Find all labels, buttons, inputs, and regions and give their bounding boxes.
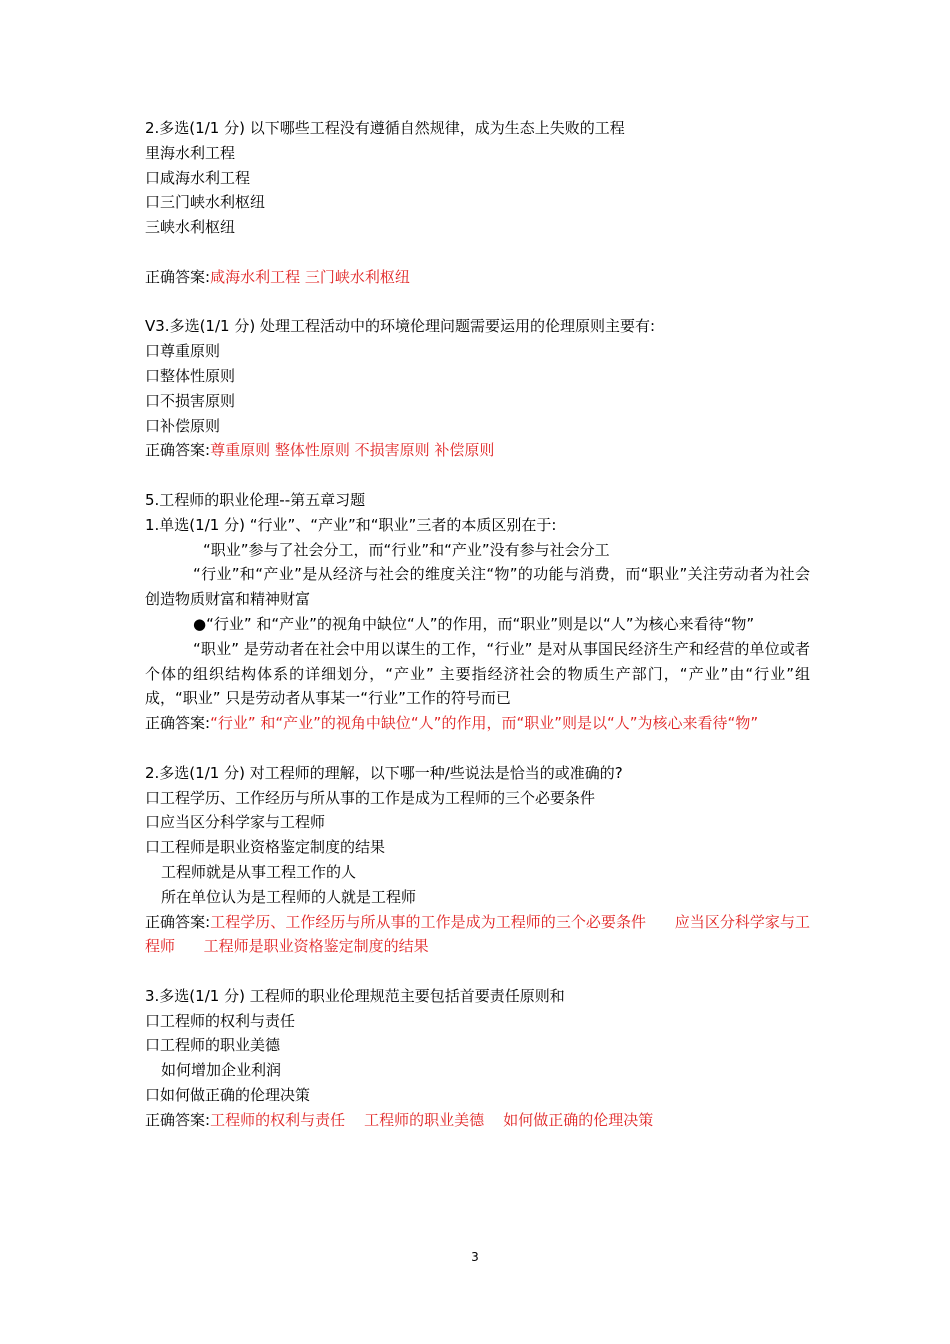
document-page xyxy=(145,116,810,1133)
option: 口不损害原则 xyxy=(145,391,236,410)
option: 口三门峡水利枢纽 xyxy=(145,193,266,212)
option: 口工程师的职业美德 xyxy=(145,1036,281,1055)
answer-label: 正确答案: xyxy=(145,912,211,931)
option: 口咸海水利工程 xyxy=(145,168,251,187)
option: 口应当区分科学家与工程师 xyxy=(145,813,326,832)
answer-text: 尊重原则 整体性原则 不损害原则 补偿原则 xyxy=(210,441,495,460)
correct-answer xyxy=(145,711,810,736)
option: 口整体性原则 xyxy=(145,366,236,385)
option: 如何增加企业利润 xyxy=(161,1061,282,1080)
page-number: 3 xyxy=(471,1250,479,1264)
correct-answer xyxy=(145,910,810,960)
option: 口工程师是职业资格鉴定制度的结果 xyxy=(145,838,386,857)
answer-text: 工程师的权利与责任 工程师的职业美德 如何做正确的伦理决策 xyxy=(210,1110,654,1129)
option: “职业”参与了社会分工，而“行业”和“产业”没有参与社会分工 xyxy=(203,540,610,559)
option: 口工程师的权利与责任 xyxy=(145,1011,296,1030)
option: 口尊重原则 xyxy=(145,342,221,361)
option: 口工程学历、工作经历与所从事的工作是成为工程师的三个必要条件 xyxy=(145,788,596,807)
option: 里海水利工程 xyxy=(145,143,236,162)
question-title: 1.单选(1/1 分) “行业”、“产业”和“职业”三者的本质区别在于: xyxy=(145,515,557,534)
option: “行业”和“产业”是从经济与社会的维度关注“物”的功能与消费，而“职业”关注劳动者为社会创造物质财富和精神财富 xyxy=(145,565,810,609)
correct-answer xyxy=(145,438,810,463)
correct-answer xyxy=(145,265,810,290)
option: 所在单位认为是工程师的人就是工程师 xyxy=(161,887,417,906)
option: “职业” 是劳动者在社会中用以谋生的工作，“行业” 是对从事国民经济生产和经营的单位或者个体的组织结构体系的详细划分，“产业” 主要指经济社会的物质生产部门，“产业”由“行业”组成，“职业” 只是劳动者从事某一“行业”工作的符号而已 xyxy=(145,639,810,708)
question-title: V3.多选(1/1 分) 处理工程活动中的环境伦理问题需要运用的伦理原则主要有: xyxy=(145,317,656,336)
answer-label: 正确答案: xyxy=(145,441,211,460)
answer-label: 正确答案: xyxy=(145,714,211,733)
correct-answer xyxy=(145,1108,810,1133)
question-title: 3.多选(1/1 分) 工程师的职业伦理规范主要包括首要责任原则和 xyxy=(145,986,565,1005)
question-title: 2.多选(1/1 分) 对工程师的理解，以下哪一种/些说法是恰当的或准确的? xyxy=(145,763,623,782)
answer-text: 工程学历、工作经历与所从事的工作是成为工程师的三个必要条件 应当区分科学家与工程师 工程师是职业资格鉴定制度的结果 xyxy=(145,912,810,956)
answer-text: 咸海水利工程 三门峡水利枢纽 xyxy=(210,267,410,286)
answer-text: “行业” 和“产业”的视角中缺位“人”的作用，而“职业”则是以“人”为核心来看待“物” xyxy=(210,714,759,733)
answer-label: 正确答案: xyxy=(145,1110,211,1129)
option: 三峡水利枢纽 xyxy=(145,218,236,237)
option: 口如何做正确的伦理决策 xyxy=(145,1086,311,1105)
answer-label: 正确答案: xyxy=(145,267,211,286)
option: 口补偿原则 xyxy=(145,416,221,435)
question-title: 2.多选(1/1 分) 以下哪些工程没有遵循自然规律，成为生态上失败的工程 xyxy=(145,119,625,137)
option: 工程师就是从事工程工作的人 xyxy=(161,862,357,881)
chapter-title: 5.工程师的职业伦理--第五章习题 xyxy=(145,490,366,509)
option-selected: ●“行业” 和“产业”的视角中缺位“人”的作用，而“职业”则是以“人”为核心来看待“物” xyxy=(193,614,755,633)
